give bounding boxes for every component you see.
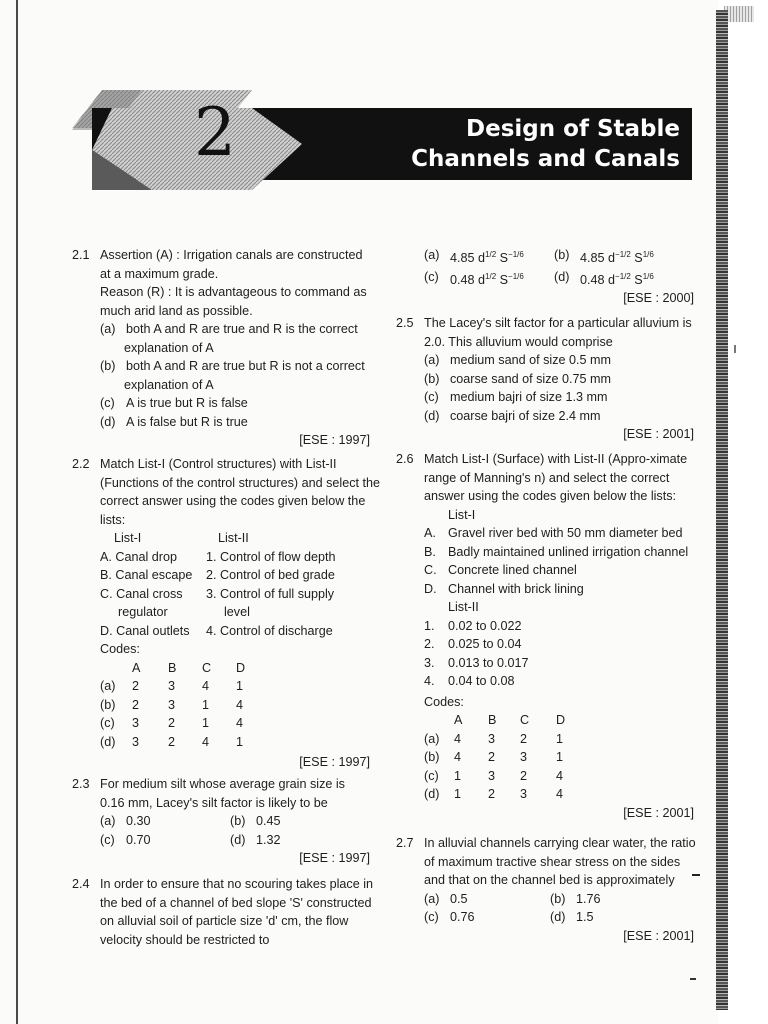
list-1-header: List-I [448, 507, 476, 522]
answer-option: (a) both A and R are true and R is the correct [100, 322, 358, 336]
question-text-line: lists: [100, 512, 126, 527]
match-row: regulator level [118, 605, 250, 619]
list-2-item: 1. 0.02 to 0.022 [424, 618, 522, 633]
answer-option-cont: explanation of A [124, 377, 214, 392]
question-text-line: 0.16 mm, Lacey's silt factor is likely to be [100, 795, 328, 810]
codes-row: (b) 4 2 3 1 [424, 750, 564, 764]
codes-row: (c) 1 3 2 4 [424, 768, 564, 783]
exam-reference: [ESE : 2001] [623, 427, 694, 441]
answer-option: (c) A is true but R is false [100, 396, 248, 410]
list-2-header: List-II [448, 600, 479, 614]
codes-row: (b) 2 3 1 4 [100, 697, 244, 712]
question-number: 2.2 [72, 457, 90, 471]
question-text-line: range of Manning's n) and select the correct [424, 470, 670, 485]
question-text-line: 2.0. This alluvium would comprise [424, 334, 613, 349]
scan-mark [690, 978, 696, 980]
list-2-item: 2. 0.025 to 0.04 [424, 637, 522, 651]
exam-reference: [ESE : 1997] [299, 755, 370, 769]
list-1-item: B. Badly maintained unlined irrigation channel [424, 544, 689, 559]
question-text-line: velocity should be restricted to [100, 932, 270, 947]
answer-option: (d) A is false but R is true [100, 414, 248, 429]
question-text-line: much arid land as possible. [100, 303, 253, 318]
answer-option: (b) coarse sand of size 0.75 mm [424, 371, 611, 386]
scan-mark [692, 874, 700, 876]
answer-option-row: (c) 0.70 (d) 1.32 [100, 832, 281, 847]
exam-reference: [ESE : 2001] [623, 928, 694, 943]
question-text-line: Reason (R) : It is advantageous to command as [100, 285, 367, 299]
question-number: 2.3 [72, 777, 90, 791]
list-1-item: C. Concrete lined channel [424, 563, 577, 577]
question-number: 2.4 [72, 877, 90, 891]
binding-edge-strip [716, 10, 728, 1010]
question-number: 2.1 [72, 248, 90, 262]
chapter-title-line-2: Channels and Canals [411, 146, 680, 172]
match-row: D. Canal outlets 4. Control of discharge [100, 623, 333, 638]
answer-option-row: (a) 0.5 (b) 1.76 [424, 891, 601, 906]
binding-edge-top [724, 6, 754, 22]
codes-row: (d) 3 2 4 1 [100, 734, 244, 749]
answer-option-row: (c) 0.76 (d) 1.5 [424, 910, 594, 924]
question-text-line: Match List-I (Surface) with List-II (Appro-ximate [424, 452, 688, 466]
list-headers [100, 529, 370, 548]
answer-option-row: (a) 0.30 (b) 0.45 [100, 814, 281, 828]
chapter-number: 2 [194, 94, 236, 171]
exam-reference: [ESE : 1997] [299, 851, 370, 865]
answer-option: (c) medium bajri of size 1.3 mm [424, 390, 608, 404]
answer-option-cont: explanation of A [124, 340, 214, 355]
codes-row: (d) 1 2 3 4 [424, 787, 564, 801]
question-text-line: on alluvial soil of particle size 'd' cm, the flow [100, 914, 349, 928]
question-number: 2.7 [396, 836, 414, 850]
codes-row: (c) 3 2 1 4 [100, 716, 244, 730]
match-row: B. Canal escape 2. Control of bed grade [100, 568, 335, 582]
list-2-item: 3. 0.013 to 0.017 [424, 655, 529, 670]
answer-option: (a) medium sand of size 0.5 mm [424, 353, 611, 367]
question-text-line: For medium silt whose average grain size is [100, 777, 345, 791]
answer-option: (b) both A and R are true but R is not a correct [100, 359, 365, 373]
list-1-item: A. Gravel river bed with 50 mm diameter bed [424, 526, 683, 540]
question-text-line: correct answer using the codes given below the [100, 494, 366, 508]
question-text-line: In order to ensure that no scouring takes place in [100, 877, 374, 891]
chapter-banner [72, 90, 692, 190]
question-number: 2.6 [396, 452, 414, 466]
list-2-header: List-II [218, 531, 249, 545]
codes-header-row: A B C D [132, 660, 246, 675]
question-2-4-options [424, 246, 694, 308]
page-margin-rule [16, 0, 18, 1024]
chapter-title-line-1: Design of Stable [466, 116, 680, 142]
question-text-line: Match List-I (Control structures) with List-II [100, 457, 337, 471]
codes-row: (a) 4 3 2 1 [424, 731, 564, 746]
answer-option: (d) coarse bajri of size 2.4 mm [424, 408, 601, 423]
codes-label: Codes: [100, 642, 140, 656]
question-text-line: at a maximum grade. [100, 266, 219, 281]
match-row: C. Canal cross 3. Control of full supply [100, 586, 335, 601]
question-text-line: In alluvial channels carrying clear water, the ratio [424, 836, 696, 850]
question-text-line: the bed of a channel of bed slope 'S' constructed [100, 895, 372, 910]
list-1-item: D. Channel with brick lining [424, 581, 584, 596]
codes-table [424, 711, 565, 804]
answer-option-row: (c) 0.48 $d^{1/2}$ $S^{-1/6}$ (d) 0.48 $d^{-1/2}$ $S^{1/6}$ [424, 269, 654, 287]
question-text-line: and that on the channel bed is approximately [424, 873, 675, 887]
question-text-line: The Lacey's silt factor for a particular alluvium is [424, 316, 692, 330]
exam-reference: [ESE : 1997] [299, 433, 370, 447]
question-text-line: Assertion (A) : Irrigation canals are constructed [100, 248, 363, 262]
list-2-item: 4. 0.04 to 0.08 [424, 674, 515, 688]
exam-reference: [ESE : 2001] [623, 805, 694, 820]
codes-label: Codes: [424, 694, 464, 709]
match-row: A. Canal drop 1. Control of flow depth [100, 549, 336, 564]
exam-reference: [ESE : 2000] [623, 291, 694, 306]
scan-mark [734, 345, 736, 353]
answer-option-row: (a) 4.85 $d^{1/2}$ $S^{-1/6}$ (b) 4.85 $d^{-1/2}$ $S^{1/6}$ [424, 248, 654, 266]
question-number: 2.5 [396, 316, 414, 330]
codes-header-row: A B C D [454, 713, 566, 727]
codes-table [100, 659, 245, 752]
codes-row: (a) 2 3 4 1 [100, 679, 244, 693]
list-1-header: List-I [114, 531, 142, 545]
question-text-line: of maximum tractive shear stress on the sides [424, 854, 681, 869]
question-text-line: (Functions of the control structures) and select the [100, 475, 380, 490]
question-text-line: answer using the codes given below the lists: [424, 489, 677, 503]
chapter-title [411, 114, 680, 174]
